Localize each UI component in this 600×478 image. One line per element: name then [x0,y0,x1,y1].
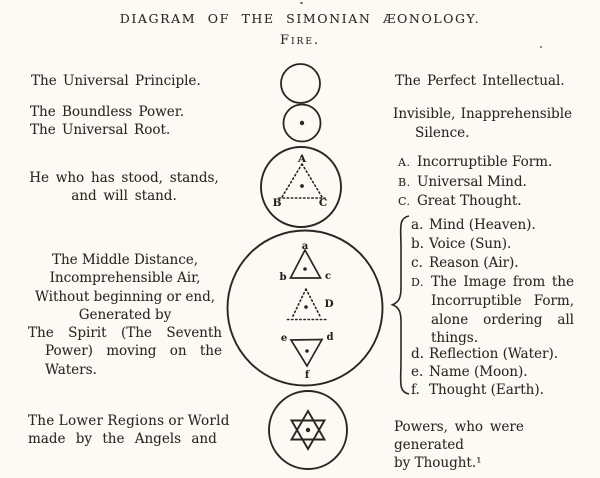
text-line: made by the Angels and [28,430,217,447]
list-item [398,192,588,212]
item-text: Incorruptible Form. [417,154,553,170]
label-c: c [324,271,332,282]
list-item [411,363,528,382]
label-D: D [324,298,334,310]
page-subtitle: Fire. [279,33,321,48]
circle-boundless-power-dot [300,121,304,125]
label-A: A [297,153,307,165]
item-text: Name (Moon). [429,364,528,380]
item-letter: B. [398,175,411,189]
triangle-edf-inverted [291,340,322,367]
hexagram-dot [306,428,310,432]
text-line: Incorruptible Form, [431,292,574,309]
list-item [411,345,558,364]
dotted-triangle-abc [279,164,325,198]
item-text: Great Thought. [417,193,522,209]
label-d: d [326,332,334,343]
text-line: by Thought.¹ [394,455,482,471]
item-text: Mind (Heaven). [429,217,536,233]
text-line: He who has stood, stands, [29,170,219,186]
item-text: Reason (Air). [429,255,519,271]
item-letter: c. [411,255,423,271]
page-title: DIAGRAM OF THE SIMONIAN ÆONOLOGY. [119,11,481,26]
list-brace [393,216,410,394]
text-line: The Image from the [431,274,574,290]
scan-speck [300,2,303,4]
list-item [411,381,544,400]
triangle-abc-solid [291,250,321,278]
right-powers-generated [394,418,582,472]
text-line: alone ordering all [431,311,574,328]
item-text: Voice (Sun). [429,236,512,252]
text-line: Generated by [78,306,172,323]
right-capital-list [398,153,588,212]
label-B: B [272,197,282,209]
text-line: The Universal Root. [30,122,171,139]
text-line: The Middle Distance, [51,252,199,268]
hexagram-up-triangle [292,411,325,440]
right-invisible-silence [393,105,572,142]
right-perfect-intellectual [395,72,585,90]
triangle-d-dotted [288,289,328,320]
text-line: things. [431,330,478,347]
list-item [411,216,536,235]
circle-universal-principle [281,64,320,103]
item-text: Thought (Earth). [429,382,544,398]
text-line: Incomprehensible Air, [49,270,201,287]
hexagram-down-triangle [292,421,325,450]
label-a: a [301,241,309,252]
item-letter: D. [411,276,424,289]
text-line: The Lower Regions or World [28,413,230,429]
item-text: Universal Mind. [417,173,527,190]
label-b: b [279,272,287,283]
text-line: Waters. [45,361,97,378]
text-line: Powers, who were generated [394,419,524,453]
list-item [411,235,511,254]
label-e: e [280,333,288,344]
text-line: The Boundless Power. [30,104,184,120]
item-text [431,273,574,348]
list-item [411,273,574,348]
label-f: f [304,370,310,381]
scan-speck [540,46,542,48]
label-C: C [318,197,328,209]
item-letter: e. [411,364,424,380]
list-item [411,254,519,273]
text-line: and will stand. [71,188,177,205]
item-text: Reflection (Water). [429,346,559,362]
text-line: Silence. [415,124,470,141]
item-letter: d. [411,346,424,362]
left-middle-distance [28,251,222,379]
left-universal-principle [31,72,231,90]
item-letter: f. [411,382,420,398]
triangle-d-dot [304,305,308,309]
item-letter: b. [411,236,424,252]
left-he-who-has-stood [28,169,220,206]
text-line: The Spirit (The Seventh [28,325,222,342]
left-lower-region [28,413,230,448]
text-line: Without beginning or end, [34,288,216,305]
triangle-abc-dot [303,267,307,271]
triangle-edf-dot [305,349,309,353]
item-letter: A. [398,156,411,169]
text-line: The Perfect Intellectual. [395,73,565,89]
text-line: Invisible, Inapprehensible [393,106,572,122]
list-item [398,173,588,193]
list-item [398,153,588,173]
item-letter: a. [411,217,424,233]
text-line: Power) moving on the [45,343,222,360]
dotted-triangle-abc-dot [300,184,304,188]
left-boundless-power [30,103,230,140]
text-line: The Universal Principle. [31,73,201,89]
item-letter: C. [398,195,411,208]
